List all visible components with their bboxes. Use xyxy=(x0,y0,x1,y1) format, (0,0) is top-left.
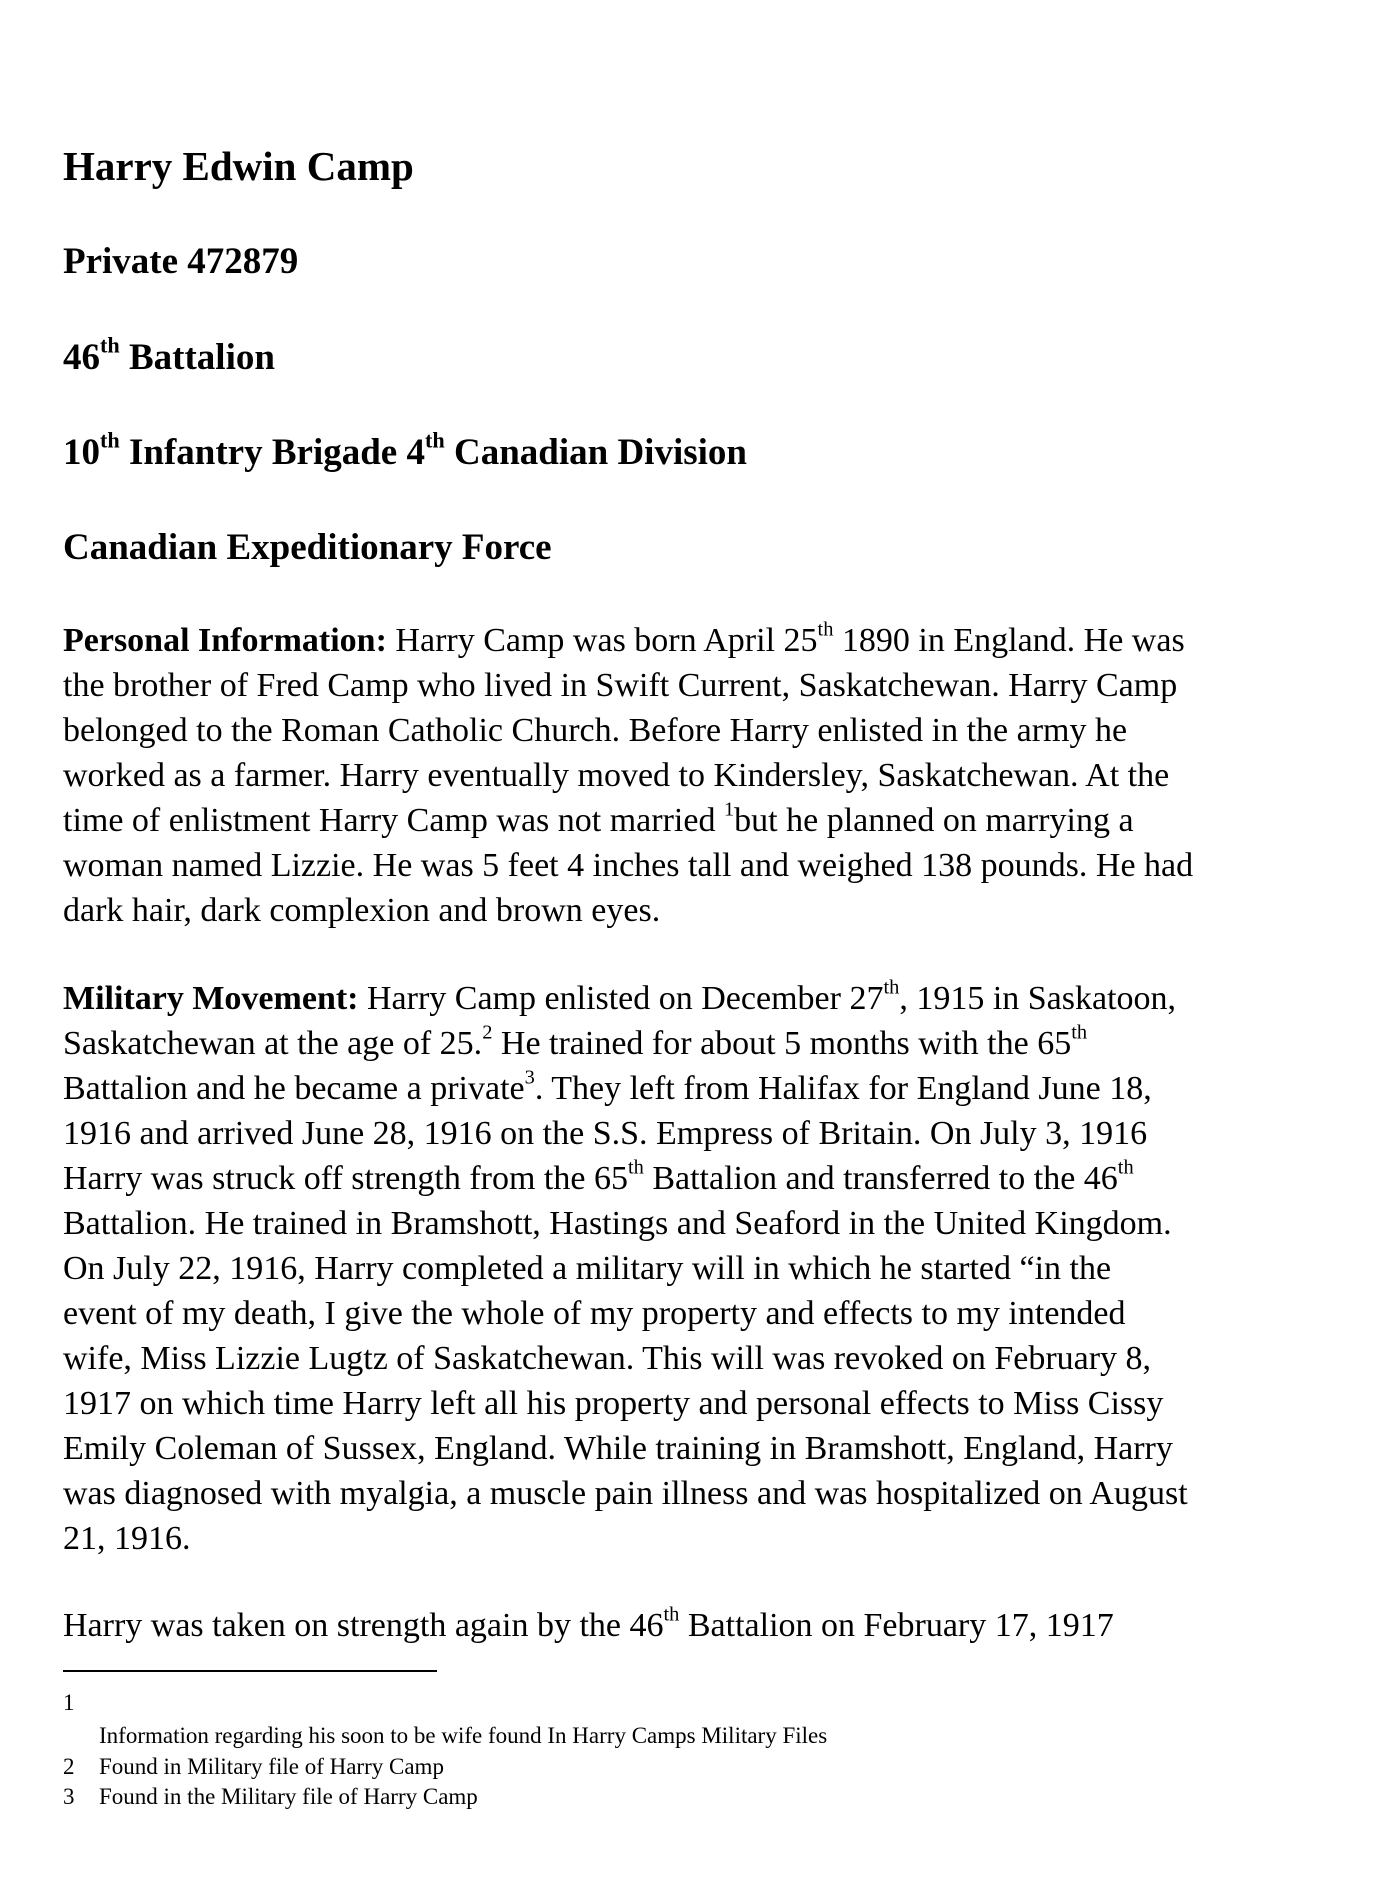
superscript: th xyxy=(1117,1156,1134,1179)
battalion-number: 46 xyxy=(63,337,100,378)
text-line xyxy=(63,798,1193,843)
text-segment: Harry was struck off strength from the 65 xyxy=(63,1160,628,1197)
text-segment: 1890 in England. He was xyxy=(833,622,1185,659)
text-line xyxy=(63,1516,1188,1561)
footnote-number: 3 xyxy=(63,1784,75,1809)
text-segment: He trained for about 5 months with the 65 xyxy=(492,1025,1072,1062)
text-segment: the brother of Fred Camp who lived in Swift Current, Saskatchewan. Harry Camp xyxy=(63,667,1178,704)
text-line xyxy=(63,843,1193,888)
superscript: th xyxy=(883,976,900,999)
superscript: 2 xyxy=(482,1021,493,1044)
text-line xyxy=(63,1603,1114,1648)
text-line xyxy=(63,1156,1188,1201)
footnote-separator xyxy=(63,1670,437,1672)
text-segment: 1917 on which time Harry left all his property and personal effects to Miss Cissy xyxy=(63,1385,1164,1422)
superscript: th xyxy=(627,1156,644,1179)
text-segment: time of enlistment Harry Camp was not married xyxy=(63,802,724,839)
footnote-text: Found in the Military file of Harry Camp xyxy=(99,1784,478,1809)
text-segment: 1916 and arrived June 28, 1916 on the S.S. Empress of Britain. On July 3, 1916 xyxy=(63,1115,1148,1152)
text-line xyxy=(63,1381,1188,1426)
text-segment: 21, 1916. xyxy=(63,1520,191,1557)
text-segment: Harry Camp was born April 25 xyxy=(386,622,818,659)
text-segment: dark hair, dark complexion and brown eyes. xyxy=(63,892,661,929)
superscript: th xyxy=(817,618,834,641)
footnote-3 xyxy=(63,1784,478,1810)
personal-information-paragraph xyxy=(63,618,1193,933)
text-line xyxy=(63,1111,1188,1156)
division-label: Canadian Division xyxy=(444,432,747,473)
text-line xyxy=(63,663,1193,708)
text-line xyxy=(63,1336,1188,1381)
text-segment: wife, Miss Lizzie Lugtz of Saskatchewan. This will was revoked on February 8, xyxy=(63,1340,1152,1377)
text-line xyxy=(63,1066,1188,1111)
text-line xyxy=(63,888,1193,933)
ordinal-suffix: th xyxy=(100,427,120,453)
soldier-name-heading: Harry Edwin Camp xyxy=(63,143,414,189)
footnote-1 xyxy=(63,1723,827,1749)
footnote-1-number xyxy=(63,1690,75,1716)
superscript: th xyxy=(663,1603,680,1626)
text-segment: was diagnosed with myalgia, a muscle pain illness and was hospitalized on August xyxy=(63,1475,1188,1512)
superscript: 1 xyxy=(723,798,735,821)
text-line xyxy=(63,1471,1188,1516)
battalion-label: Battalion xyxy=(119,337,275,378)
text-line xyxy=(63,1246,1188,1291)
text-line xyxy=(63,1201,1188,1246)
rank-heading: Private 472879 xyxy=(63,241,299,282)
superscript: 3 xyxy=(524,1066,535,1089)
text-segment: woman named Lizzie. He was 5 feet 4 inches tall and weighed 138 pounds. He had xyxy=(63,847,1194,884)
brigade-division-heading xyxy=(63,427,747,474)
footnote-text: Information regarding his soon to be wife found In Harry Camps Military Files xyxy=(99,1723,828,1748)
text-line xyxy=(63,618,1193,663)
footnote-number: 2 xyxy=(63,1754,75,1779)
text-line xyxy=(63,708,1193,753)
force-heading: Canadian Expeditionary Force xyxy=(63,527,552,568)
footnote-2 xyxy=(63,1754,444,1780)
section-lead: Personal Information: xyxy=(63,622,387,659)
text-segment: On July 22, 1916, Harry completed a military will in which he started “in the xyxy=(63,1250,1112,1287)
text-segment: worked as a farmer. Harry eventually moved to Kindersley, Saskatchewan. At the xyxy=(63,757,1170,794)
footnote-text: Found in Military file of Harry Camp xyxy=(99,1754,444,1779)
text-segment: Saskatchewan at the age of 25. xyxy=(63,1025,483,1062)
text-segment: Battalion and he became a private xyxy=(63,1070,525,1107)
text-segment: belonged to the Roman Catholic Church. Before Harry enlisted in the army he xyxy=(63,712,1128,749)
text-segment: Battalion. He trained in Bramshott, Hastings and Seaford in the United Kingdom. xyxy=(63,1205,1172,1242)
section-lead: Military Movement: xyxy=(63,980,359,1017)
text-segment: . They left from Halifax for England June 18, xyxy=(534,1070,1152,1107)
superscript: th xyxy=(1071,1021,1088,1044)
text-segment: , 1915 in Saskatoon, xyxy=(899,980,1177,1017)
strength-paragraph xyxy=(63,1603,1114,1648)
text-segment: Battalion on February 17, 1917 xyxy=(679,1607,1114,1644)
text-line xyxy=(63,976,1188,1021)
text-line xyxy=(63,1426,1188,1471)
text-line xyxy=(63,1291,1188,1336)
brigade-number: 10 xyxy=(63,432,100,473)
text-segment: event of my death, I give the whole of my property and effects to my intended xyxy=(63,1295,1126,1332)
ordinal-suffix: th xyxy=(100,332,120,358)
ordinal-suffix: th xyxy=(424,427,445,453)
brigade-label: Infantry Brigade 4 xyxy=(119,432,425,473)
battalion-heading xyxy=(63,332,275,379)
text-line xyxy=(63,1021,1188,1066)
text-segment: Emily Coleman of Sussex, England. While training in Bramshott, England, Harry xyxy=(63,1430,1173,1467)
text-segment: Battalion and transferred to the 46 xyxy=(643,1160,1118,1197)
footnote-number: 1 xyxy=(63,1690,75,1715)
text-segment: Harry was taken on strength again by the 46 xyxy=(63,1607,664,1644)
text-segment: but he planned on marrying a xyxy=(734,802,1134,839)
text-segment: Harry Camp enlisted on December 27 xyxy=(358,980,884,1017)
text-line xyxy=(63,753,1193,798)
military-movement-paragraph xyxy=(63,976,1188,1561)
